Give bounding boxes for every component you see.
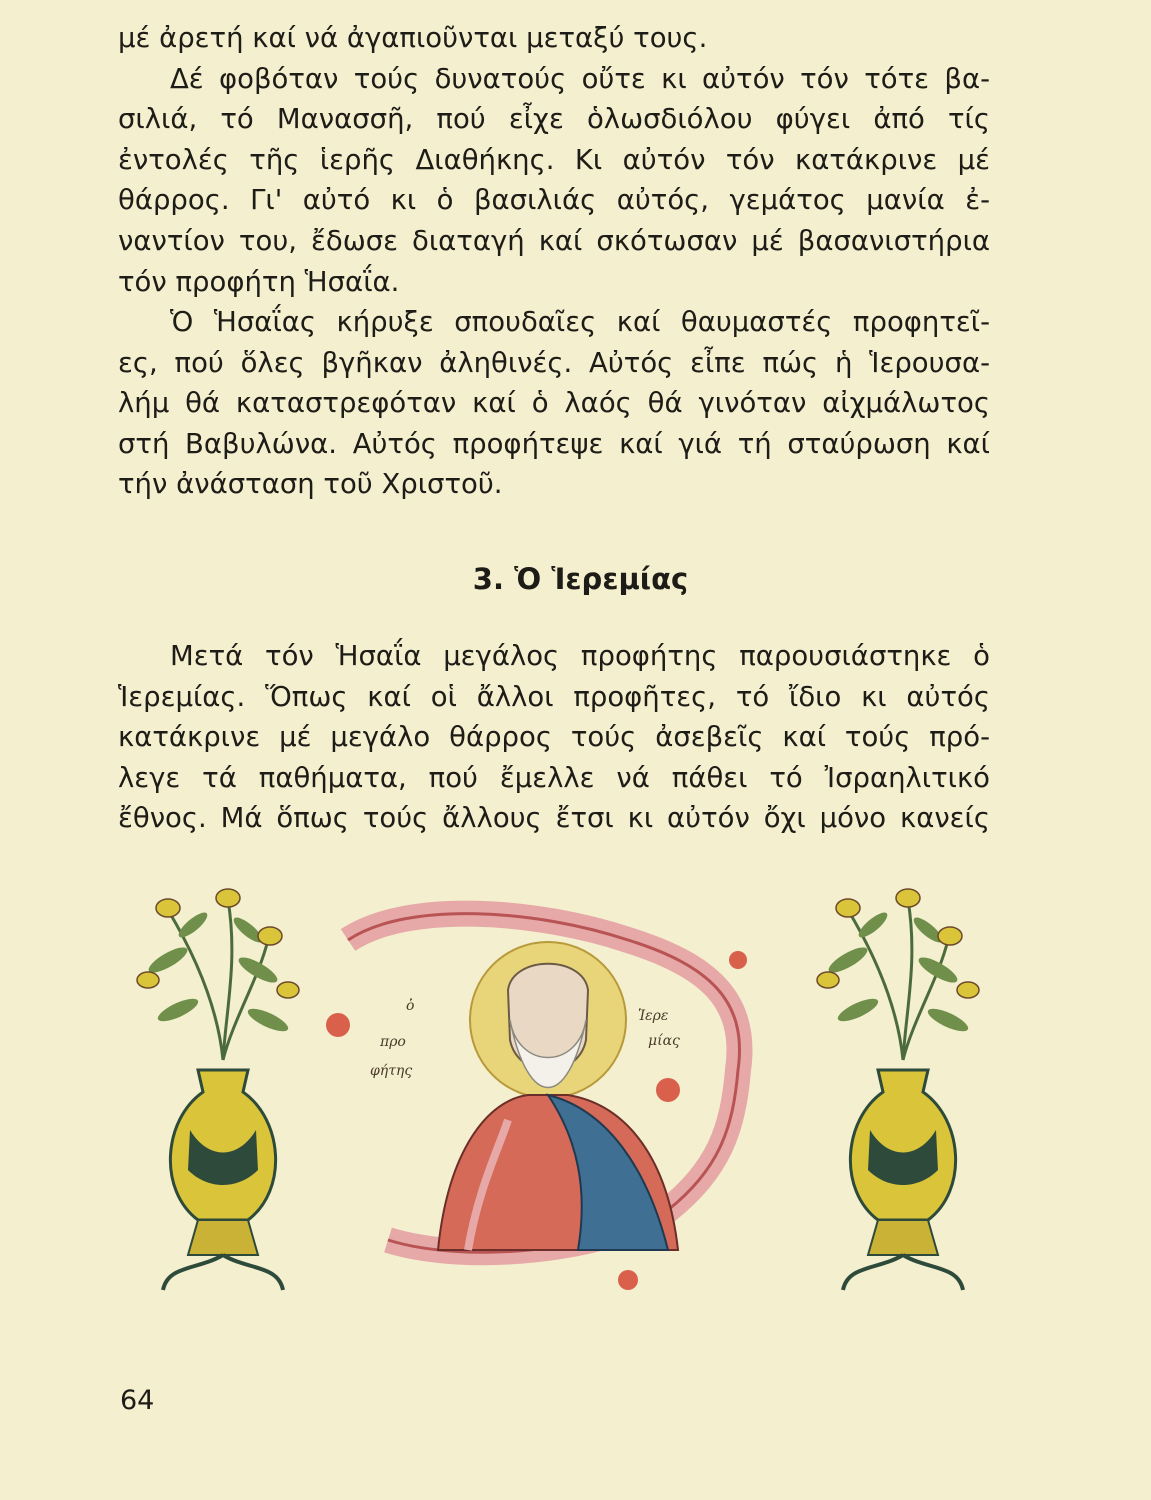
text-line: ἔθνος. Μά ὅπως τούς ἄλλους ἔτσι κι αὐτόν ὄχι μόνο κανείς <box>118 802 990 835</box>
inscription-pro: προ <box>380 1034 406 1050</box>
prophet-jeremiah-icon <box>326 914 747 1290</box>
inscription-o: ὁ <box>406 998 415 1014</box>
text-line: λήμ θά καταστρεφόταν καί ὁ λαός θά γινόταν αἰχμάλωτος <box>118 387 990 420</box>
text-line: στή Βαβυλώνα. Αὐτός προφήτεψε καί γιά τή σταύρωση καί <box>118 427 990 460</box>
right-vase-ornament <box>817 889 979 1290</box>
text-line: μέ ἀρετή καί νά ἀγαπιοῦνται μεταξύ τους. <box>118 22 708 54</box>
text-line: τήν ἀνάσταση τοῦ Χριστοῦ. <box>118 468 503 501</box>
inscription-iere: Ἱερε <box>638 1008 669 1024</box>
text-line: ναντίον του, ἔδωσε διαταγή καί σκότωσαν μέ βασανιστήρια <box>118 224 990 257</box>
text-line: Δέ φοβόταν τούς δυνατούς οὔτε κι αὐτόν τόν τότε βα- <box>170 62 990 95</box>
text-line: Μετά τόν Ἡσαΐα μεγάλος προφήτης παρουσιάστηκε ὁ <box>170 640 990 672</box>
jeremiah-illustration <box>108 870 993 1310</box>
text-line: τόν προφήτη Ἡσαΐα. <box>118 265 400 298</box>
paragraph-isaiah-prophecies <box>118 302 990 505</box>
left-vase-ornament <box>137 889 299 1290</box>
paragraph-jeremiah <box>118 636 990 839</box>
text-line: ες, πού ὅλες βγῆκαν ἀληθινές. Αὐτός εἶπε πώς ἡ Ἱερουσα- <box>118 346 990 379</box>
text-line: κατάκρινε μέ μεγάλο θάρρος τούς ἀσεβεῖς καί τούς πρό- <box>118 721 990 754</box>
text-line: Ἱερεμίας. Ὅπως καί οἱ ἄλλοι προφῆτες, τό ἴδιο κι αὐτός <box>118 680 990 713</box>
text-line: θάρρος. Γι' αὐτό κι ὁ βασιλιάς αὐτός, γεμάτος μανία ἐ- <box>118 184 990 217</box>
text-line: λεγε τά παθήματα, πού ἔμελλε νά πάθει τό Ἰσραηλιτικό <box>118 761 990 794</box>
text-line: σιλιά, τό Μανασσῆ, πού εἶχε ὁλωσδιόλου φύγει ἀπό τίς <box>118 103 990 136</box>
inscription-mias: μίας <box>648 1033 680 1049</box>
section-heading: 3. Ὁ Ἱερεμίας <box>472 562 689 596</box>
text-line: Ὁ Ἡσαΐας κήρυξε σπουδαῖες καί θαυμαστές προφητεῖ- <box>170 306 990 338</box>
paragraph-continuation <box>118 18 990 302</box>
text-line: ἐντολές τῆς ἱερῆς Διαθήκης. Κι αὐτόν τόν κατάκρινε μέ <box>118 143 990 176</box>
inscription-fitis: φήτης <box>370 1063 413 1079</box>
page-number: 64 <box>120 1385 155 1416</box>
